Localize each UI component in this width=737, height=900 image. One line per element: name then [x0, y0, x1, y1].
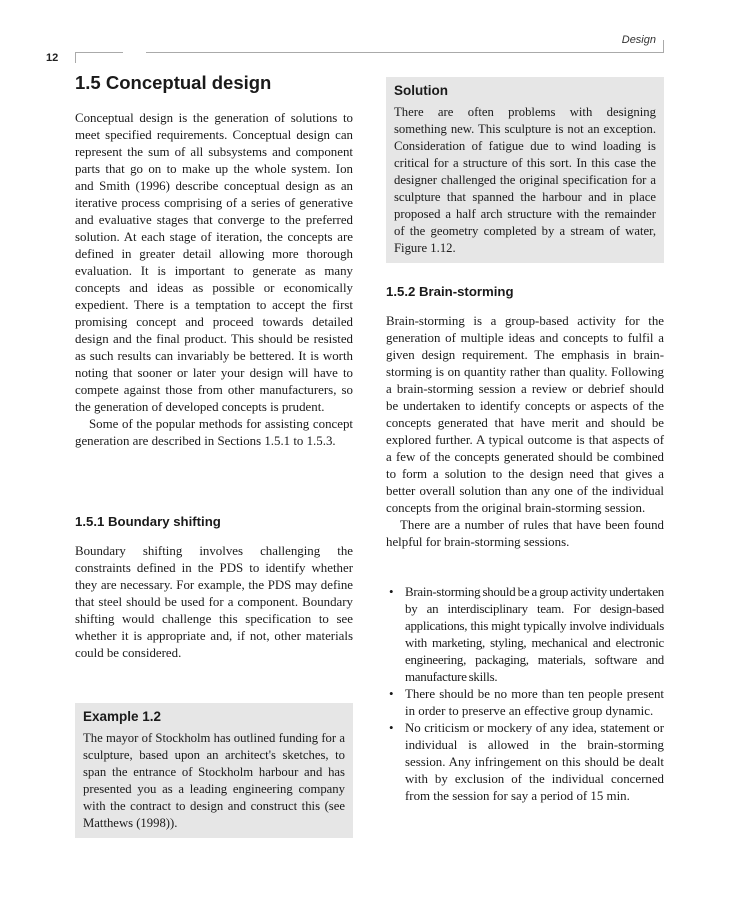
boundary-shifting-section	[75, 514, 353, 529]
bullet-icon: •	[389, 585, 394, 599]
brainstorming-rules	[386, 584, 664, 805]
running-head: Design	[621, 34, 656, 46]
header-rule	[146, 52, 664, 53]
solution-box	[386, 77, 664, 263]
header-rule-left	[75, 52, 123, 53]
left-column	[75, 110, 353, 450]
bullet-icon: •	[389, 721, 394, 735]
brainstorming-heading: 1.5.2 Brain-storming	[386, 284, 514, 299]
page-number: 12	[46, 52, 59, 64]
rules-intro-paragraph: There are a number of rules that have been found helpful for brain-storming sessions.	[386, 518, 664, 549]
bullet-icon: •	[389, 687, 394, 701]
rules-list	[386, 584, 664, 805]
rule-text: There should be no more than ten people present in order to preserve an effective group dynamic.	[405, 687, 664, 718]
rule-text: Brain-storming should be a group activity undertaken by an interdisciplinary team. For design-based applications, this might typically involve individuals with marketing, styling, mechanical and electronic engineering, packaging, materials, software and manufacture skills.	[405, 585, 664, 684]
brainstorming-section	[386, 284, 664, 299]
boundary-shifting-body	[75, 543, 353, 662]
section-title: 1.5 Conceptual design	[75, 72, 272, 93]
list-item	[386, 686, 664, 720]
methods-paragraph: Some of the popular methods for assisting concept generation are described in Sections 1.5.1 to 1.5.3.	[75, 417, 353, 448]
example-title: Example 1.2	[83, 709, 162, 724]
list-item	[386, 720, 664, 805]
solution-title: Solution	[394, 83, 448, 98]
header-rule-left-tick	[75, 52, 76, 63]
example-text: The mayor of Stockholm has outlined funding for a sculpture, based upon an architect's sketches, to span the entrance of Stockholm harbour and has presented you as a leading engineering company with the contract to design and construct this (see Matthews (1998)).	[83, 731, 345, 830]
conceptual-design-paragraph: Conceptual design is the generation of solutions to meet specified requirements. Conceptual design can represent the sum of all subsystems and component parts that go on to make up the whole system. Ion and Smith (1996) describe conceptual design as an iterative process comprising of a series of generative and evaluative stages that converge to the preferred solution. At each stage of iteration, the concepts are defined in greater detail allowing more thorough evaluation. It is important to generate as many concepts and ideas as possible or economically expedient. There is a temptation to accept the first promising concept and proceed towards detailed design and the final product. This should be resisted as such results can invariably be bettered. It is worth noting that sooner or later your design will have to compete against those from other manufacturers, so the generation of developed concepts is prudent.	[75, 111, 353, 414]
boundary-shifting-heading: 1.5.1 Boundary shifting	[75, 514, 221, 529]
header-rule-tick	[663, 40, 664, 53]
brainstorming-paragraph: Brain-storming is a group-based activity for the generation of multiple ideas and concepts to fulfil a given design requirement. The emphasis in brain-storming is on quantity rather than quality. Following a brain-storming session a review or debrief should be undertaken to identify concepts or aspects of the concepts generated that have merit and should be explored further. A typical outcome is that aspects of a few of the concepts generated should be combined to form a solution to the design need that gives a better overall solution than any one of the individual concepts from the original brain-storming session.	[386, 314, 664, 515]
solution-text: There are often problems with designing something new. This sculpture is not an exception. Consideration of fatigue due to wind loading is critical for a structure of this sort. In this case the designer challenged the original specification for a sculpture that spanned the harbour and in place proposed a half arch structure with the remainder of the geometry completed by a stream of water, Figure 1.12.	[394, 105, 656, 255]
rule-text: No criticism or mockery of any idea, statement or individual is allowed in the brain-storming session. Any infringement on this should be dealt with by exclusion of the individual concerned from the session for say a period of 15 min.	[405, 721, 664, 803]
list-item	[386, 584, 664, 686]
boundary-shifting-paragraph: Boundary shifting involves challenging the constraints defined in the PDS to identify whether they are necessary. For example, the PDS may define that steel should be used for a component. Boundary shifting would challenge this specification to see whether it is appropriate and, if not, other materials could be considered.	[75, 544, 353, 660]
brainstorming-body	[386, 313, 664, 551]
example-box	[75, 703, 353, 838]
